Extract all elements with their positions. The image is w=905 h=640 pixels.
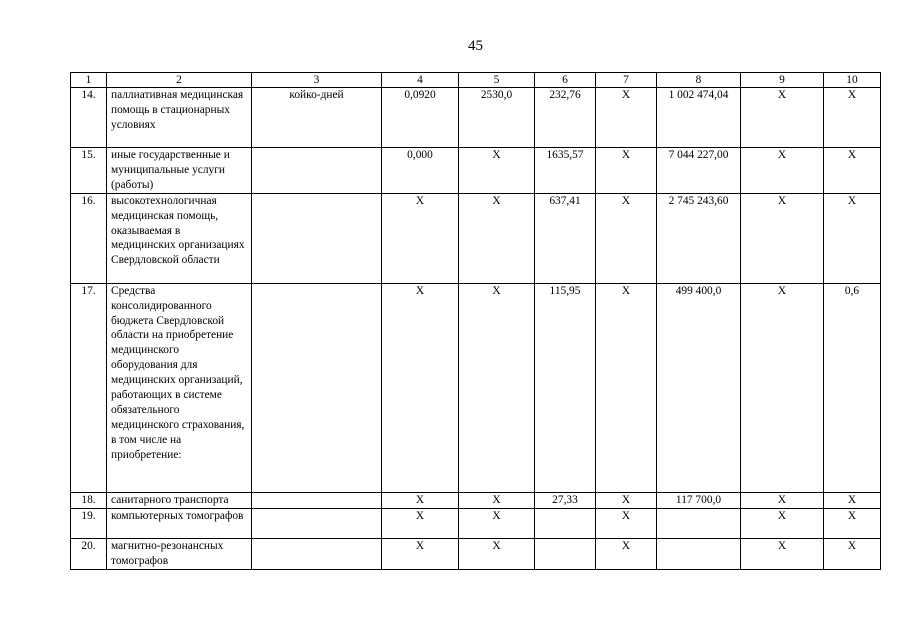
unit-cell [252,508,382,538]
table-cell [657,538,741,569]
table-cell: Х [596,283,657,492]
table-cell: 0,6 [824,283,881,492]
table-cell: 0,0920 [382,88,459,148]
table-cell: Х [459,508,535,538]
table-row [71,538,881,569]
row-name: паллиативная медицинская помощь в стационарных условиях [107,88,252,148]
table-cell: Х [824,492,881,508]
table-cell: Х [459,492,535,508]
table-cell: 232,76 [535,88,596,148]
table-cell: Х [824,193,881,283]
table-cell: Х [382,193,459,283]
table-row [71,88,881,148]
row-number: 15. [71,148,107,194]
column-header: 4 [382,73,459,88]
row-number: 20. [71,538,107,569]
unit-cell [252,492,382,508]
row-name: магнитно-резонансных томографов [107,538,252,569]
table-cell: Х [741,148,824,194]
column-header: 9 [741,73,824,88]
table-row [71,492,881,508]
table-cell: Х [741,538,824,569]
table-cell: Х [382,508,459,538]
row-number: 19. [71,508,107,538]
table-cell: Х [596,492,657,508]
table-cell: Х [459,148,535,194]
table-cell: Х [459,193,535,283]
table-cell: Х [596,88,657,148]
row-name: иные государственные и муниципальные услуги (работы) [107,148,252,194]
table-cell: Х [596,508,657,538]
table-cell: 637,41 [535,193,596,283]
table-cell: Х [596,148,657,194]
column-header: 5 [459,73,535,88]
table-row [71,148,881,194]
row-name: компьютерных томографов [107,508,252,538]
table-cell: Х [741,492,824,508]
table-cell [657,508,741,538]
table-cell [535,538,596,569]
table-cell: Х [382,538,459,569]
table-cell: 117 700,0 [657,492,741,508]
row-number: 14. [71,88,107,148]
table-row [71,508,881,538]
row-number: 17. [71,283,107,492]
unit-cell [252,283,382,492]
column-header: 1 [71,73,107,88]
table-row [71,283,881,492]
column-header: 6 [535,73,596,88]
unit-cell [252,193,382,283]
table-cell: 0,000 [382,148,459,194]
table-cell: 1 002 474,04 [657,88,741,148]
table-cell: 7 044 227,00 [657,148,741,194]
unit-cell: койко-дней [252,88,382,148]
page-number: 45 [468,38,483,54]
table-cell: Х [382,283,459,492]
table-cell: 499 400,0 [657,283,741,492]
table-cell: Х [824,88,881,148]
table-cell: Х [459,283,535,492]
table-cell: Х [824,508,881,538]
unit-cell [252,538,382,569]
table-cell: 27,33 [535,492,596,508]
row-name: санитарного транспорта [107,492,252,508]
table-cell: Х [824,148,881,194]
table-cell: Х [741,193,824,283]
table-cell: Х [459,538,535,569]
column-header: 10 [824,73,881,88]
table-cell: Х [824,538,881,569]
table-cell: Х [741,508,824,538]
data-table [70,72,881,570]
column-header: 8 [657,73,741,88]
column-header: 3 [252,73,382,88]
table-cell: 1635,57 [535,148,596,194]
column-header: 7 [596,73,657,88]
table-cell: 2 745 243,60 [657,193,741,283]
column-header: 2 [107,73,252,88]
table-cell: Х [382,492,459,508]
table-cell: Х [741,283,824,492]
table-row [71,193,881,283]
table-cell: 115,95 [535,283,596,492]
table-cell [535,508,596,538]
table-cell: Х [596,538,657,569]
row-name: Средства консолидированного бюджета Свердловской области на приобретение медицинского оборудования для медицинских организаций, работающих в системе обязательного медицинского страхования, в том числе на приобретение: [107,283,252,492]
unit-cell [252,148,382,194]
table-header-row [71,73,881,88]
row-number: 18. [71,492,107,508]
row-name: высокотехнологичная медицинская помощь, оказываемая в медицинских организациях Свердловской области [107,193,252,283]
row-number: 16. [71,193,107,283]
table-cell: Х [596,193,657,283]
table-cell: 2530,0 [459,88,535,148]
table-cell: Х [741,88,824,148]
